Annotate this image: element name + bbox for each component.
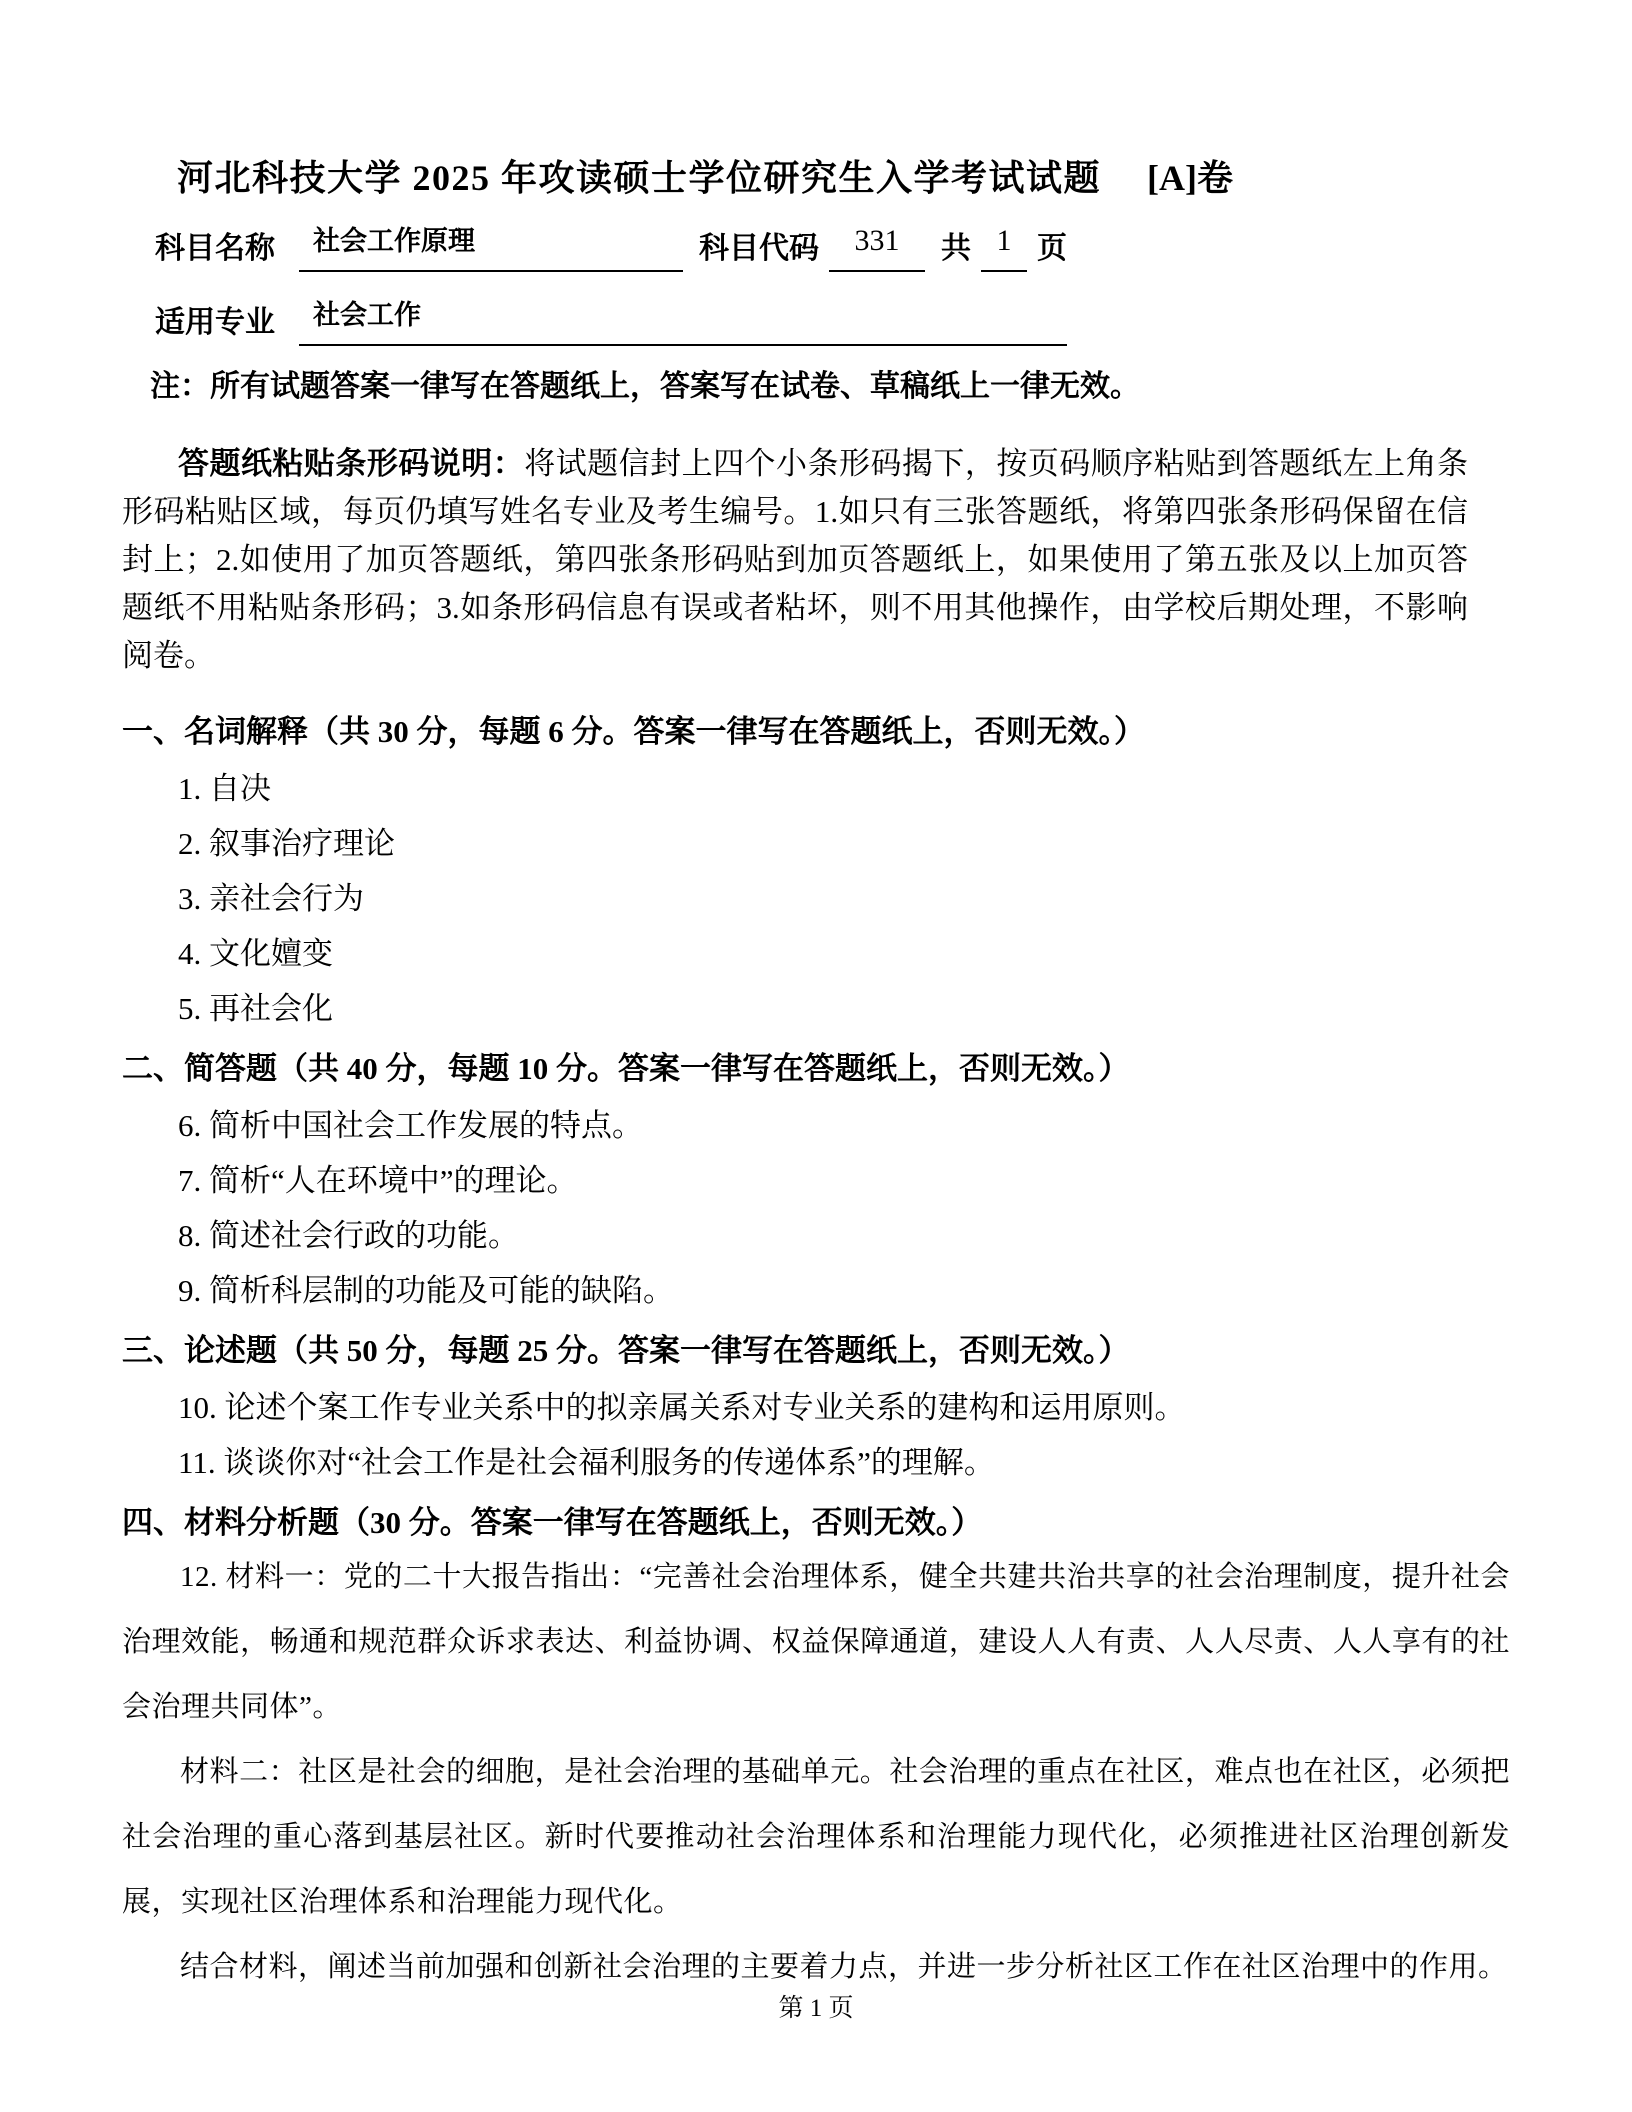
question-11: 11. 谈谈你对“社会工作是社会福利服务的传递体系”的理解。: [178, 1445, 995, 1480]
subject-name-label: 科目名称: [155, 232, 275, 265]
question-4: 4. 文化嬗变: [178, 936, 333, 971]
page-title: [155, 158, 1233, 198]
subject-name-field: [299, 228, 683, 272]
pages-total-prefix: 共: [941, 232, 971, 265]
subject-name-value: 社会工作原理: [313, 226, 475, 256]
pages-total-suffix: 页: [1037, 232, 1067, 265]
major-label: 适用专业: [155, 306, 275, 339]
question-10: 10. 论述个案工作专业关系中的拟亲属关系对专业关系的建构和运用原则。: [178, 1390, 1186, 1425]
page-number: 第 1 页: [778, 1995, 854, 2022]
pages-total-value: 1: [996, 224, 1012, 257]
subject-code-value: 331: [854, 224, 900, 257]
material-paragraph-1: 12. 材料一：党的二十大报告指出：“完善社会治理体系，健全共建共治共享的社会治理制度，提升社会治理效能，畅通和规范群众诉求表达、利益协调、权益保障通道，建设人人有责、人人尽责、人人享有的社会治理共同体”。: [122, 1561, 1510, 1723]
question-3: 3. 亲社会行为: [178, 881, 364, 916]
section-4-heading: 四、材料分析题（30 分。答案一律写在答题纸上，否则无效。）: [122, 1505, 983, 1540]
section-3-heading: 三、论述题（共 50 分，每题 25 分。答案一律写在答题纸上，否则无效。）: [122, 1333, 1130, 1368]
paper-variant: [A]卷: [1147, 158, 1233, 198]
question-8: 8. 简述社会行政的功能。: [178, 1218, 519, 1253]
material-analysis: [122, 1545, 1510, 2000]
subject-code-field: [829, 224, 925, 272]
major-row: [155, 302, 1067, 346]
section-2: [122, 1051, 1510, 1307]
material-paragraph-3: 结合材料，阐述当前加强和创新社会治理的主要着力点，并进一步分析社区工作在社区治理中的作用。: [180, 1951, 1508, 1983]
barcode-instruction-body: 将试题信封上四个小条形码揭下，按页码顺序粘贴到答题纸左上角条形码粘贴区域，每页仍填写姓名专业及考生编号。1.如只有三张答题纸，将第四张条形码保留在信封上；2.如使用了加页答题纸，第四张条形码贴到加页答题纸上，如果使用了第五张及以上加页答题纸不用粘贴条形码；3.如条形码信息有误或者粘坏，则不用其他操作，由学校后期处理，不影响阅卷。: [122, 446, 1469, 673]
section-4: [122, 1505, 1510, 2000]
barcode-instruction-lead: 答题纸粘贴条形码说明：: [178, 446, 525, 481]
pages-total-field: [981, 224, 1027, 272]
section-2-heading: 二、简答题（共 40 分，每题 10 分。答案一律写在答题纸上，否则无效。）: [122, 1051, 1130, 1086]
section-3: [122, 1333, 1510, 1479]
question-9: 9. 简析科层制的功能及可能的缺陷。: [178, 1273, 674, 1308]
question-5: 5. 再社会化: [178, 991, 333, 1026]
question-2: 2. 叙事治疗理论: [178, 826, 395, 861]
exam-header: [122, 158, 1233, 346]
question-1: 1. 自决: [178, 771, 271, 806]
answer-sheet-note: 注：所有试题答案一律写在答题纸上，答案写在试卷、草稿纸上一律无效。: [150, 370, 1140, 403]
major-value: 社会工作: [313, 300, 421, 330]
question-6: 6. 简析中国社会工作发展的特点。: [178, 1108, 643, 1143]
barcode-instruction: [122, 440, 1468, 680]
major-field: [299, 302, 1067, 346]
subject-code-label: 科目代码: [699, 232, 819, 265]
exam-title-text: 河北科技大学 2025 年攻读硕士学位研究生入学考试试题: [177, 158, 1102, 198]
subject-row: [155, 224, 1067, 272]
question-7: 7. 简析“人在环境中”的理论。: [178, 1163, 578, 1198]
section-1: [122, 714, 1510, 1025]
section-1-heading: 一、名词解释（共 30 分，每题 6 分。答案一律写在答题纸上，否则无效。）: [122, 714, 1145, 749]
material-paragraph-2: 材料二：社区是社会的细胞，是社会治理的基础单元。社会治理的重点在社区，难点也在社区，必须把社会治理的重心落到基层社区。新时代要推动社会治理体系和治理能力现代化，必须推进社区治理创新发展，实现社区治理体系和治理能力现代化。: [122, 1756, 1510, 1918]
